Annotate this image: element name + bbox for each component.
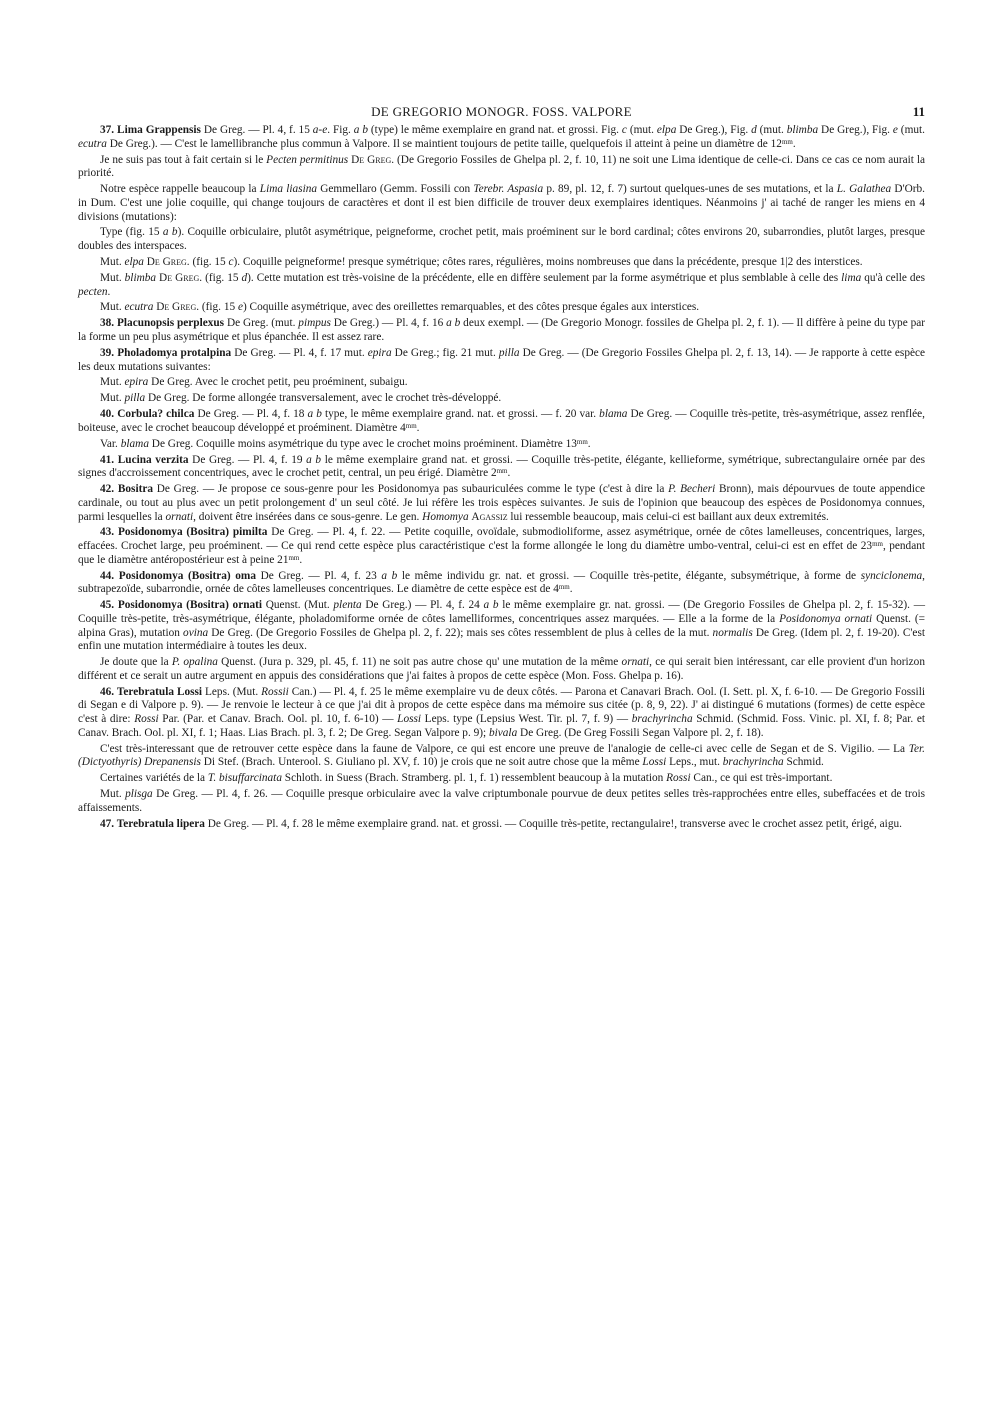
paragraph [78, 183, 925, 224]
italic-text: T. bisuffarcinata [207, 772, 282, 785]
species-heading: Posidonomya (Bositra) oma [118, 569, 256, 582]
text-run: De Greg. — Pl. 4, f. 26. — Coquille presque orbiculaire avec la valve criptumbonale pourvue de deux petites selles très-rapprochées entre elles, subeffacées et de trois affaissements. [78, 788, 925, 814]
species-entry-paragraph [78, 818, 925, 832]
species-heading: 37. [100, 124, 118, 136]
text-run: Type (fig. 15 [100, 226, 163, 239]
text-run: deux exempl. — (De Gregorio Monogr. fossiles de Ghelpa pl. 2, f. 1). — Il diffère à peine du type par la forme un peu plus asymétrique et plus épanchée. Il est assez rare. [78, 317, 925, 343]
italic-text: P. opalina [171, 656, 218, 669]
text-run: Certaines variétés de la [100, 772, 208, 785]
text-run: Par. (Par. et Canav. Brach. Ool. pl. 10, f. 6-10) — [158, 713, 398, 726]
italic-text: c [621, 124, 627, 136]
italic-text: a b [483, 599, 499, 612]
italic-text: ovina [183, 626, 209, 639]
species-heading: 45. [100, 599, 118, 612]
unit-superscript: mm [288, 553, 300, 562]
italic-text: d [751, 124, 757, 136]
italic-text: a b [353, 124, 368, 136]
text-run: , ce qui serait bien intéressant, car elle provient d'un horizon différent et ce serait un autre argument en appuis des considérations que j'ai faites à propos de cette espèce (Mon. Foss. Ghelpa p. 16). [78, 656, 925, 682]
text-run: (De Gregorio Fossiles de Ghelpa pl. 2, f. 10, 11) ne soit une Lima identique de celle-ci. Dans ce cas ce nom aurait la priorité. [78, 153, 926, 180]
text-run: (mut. [756, 124, 787, 136]
species-heading: Posidonomya (Bositra) pimilta [117, 526, 268, 539]
text-run: De Greg.), Fig. [818, 124, 893, 136]
text-run: le même exemplaire gr. nat. grossi. — (De Gregorio Fossiles de Ghelpa pl. 2, f. 15-32). — Coquille très-petite, très-asymétrique, élégante, pholadomiforme ornée de côtes lamelliformes, concentriques assez marquées. — Elle a la forme de la [78, 599, 925, 625]
italic-text: pimpus [298, 317, 331, 330]
italic-text: pecten [78, 285, 108, 298]
italic-text: epira [124, 376, 149, 389]
species-entry-paragraph [78, 686, 925, 741]
text-run: . [587, 437, 591, 450]
species-entry-paragraph [78, 599, 925, 654]
text-run: ). Coquille orbiculaire, plutôt asymétrique, peigneforme, crochet petit, mais proéminent sur le bord cardinal; côtes environs 20, subarrondies, plutôt larges, presque doubles des interspaces. [78, 226, 926, 253]
italic-text: Rossi [134, 713, 159, 726]
species-heading: Terebratula lipera [116, 817, 205, 830]
text-run: qu'à celle des [861, 271, 925, 284]
text-run: . [107, 285, 111, 298]
unit-superscript: mm [576, 437, 588, 446]
italic-text: a b [306, 453, 322, 466]
text-run: ). Cette mutation est très-voisine de la précédente, elle en diffère seulement par la forme asymétrique et plus semblable à celle des [247, 271, 842, 284]
unit-superscript: mm [405, 421, 417, 430]
text-run: De Greg. — Pl. 4, f. 23 [255, 569, 382, 582]
text-run: Can.) — Pl. 4, f. 25 le même exemplaire vu de deux côtés. — Parona et Canavari Brach. Ool. (I. Sett. pl. X, f. 6-10. — De Gregorio Fossili di Segan e di Valpore p. 9). — Je renvoie le lecteur à ce que j'ai dit à propos de cette espèce dans ma mémoire sus citée (p. 8, 9, 22). J' ai distingué 6 mutations (formes) de cette espèce c'est à dire: [78, 685, 925, 726]
italic-text: normalis [712, 626, 753, 639]
text-run: De Greg. (De Greg Fossili Segan Valpore pl. 2, f. 18). [517, 726, 764, 739]
italic-text: pilla [124, 392, 146, 405]
species-heading: 39. [100, 346, 118, 359]
italic-text: epira [367, 346, 392, 359]
text-run: . [792, 137, 796, 150]
text-run: De Greg. — Coquille très-petite, très-asymétrique, assez renflée, boiteuse, avec le crochet beaucoup développé et proéminent. Diamètre 4 [78, 408, 925, 434]
page-header [78, 104, 925, 122]
text-run: . [507, 467, 511, 480]
italic-text: P. Becheri [668, 483, 716, 496]
text-run: D'Orb. in Dum. C'est une jolie coquille, qui change toujours de caractères et dont il est bien difficile de trouver deux exemplaires identiques. Néanmoins j' ai taché de ranger les miens en 4 divisions (mutations): [78, 183, 926, 223]
text-run: De Greg. [156, 301, 200, 314]
italic-text: synciclonema [860, 569, 923, 582]
text-run: Leps. (Mut. [202, 685, 262, 698]
italic-text: Rossi [666, 772, 691, 785]
species-heading: Placunopsis perplexus [117, 317, 225, 330]
text-run: De Greg. — Je propose ce sous-genre pour les Posidonomya pas subauriculées comme le type (c'est à dire la [153, 483, 669, 496]
paragraph [78, 656, 925, 683]
italic-text: c [228, 255, 234, 268]
unit-superscript: mm [872, 540, 883, 549]
italic-text: ecutra [124, 301, 154, 314]
text-run: De Greg. Avec le crochet petit, peu proéminent, subaigu. [148, 376, 408, 389]
italic-text: L. Galathea [836, 183, 892, 196]
text-run: De Greg.) — Pl. 4, f. 24 [361, 599, 484, 612]
unit-superscript: mm [781, 137, 793, 146]
body-text [78, 124, 925, 834]
species-entry-paragraph [78, 454, 925, 481]
text-run: De Greg. (De Gregorio Fossiles de Ghelpa pl. 2, f. 22); mais ses côtes ressemblent de plus à celles de la mut. [208, 626, 713, 639]
text-run: Schmid. (Schmid. Foss. Vinic. pl. XI, f. 8; Par. et Canav. Brach. Ool. pl. XI, f. 1; Haas. Lias Brach. pl. 3, f. 2; De Greg. Segan Valpore p. 9); [78, 713, 925, 739]
text-run: , doivent être insérées dans ce sous-genre. Le gen. [193, 510, 423, 523]
text-run: (fig. 15 [199, 301, 238, 314]
text-run: De Greg.). — C'est le lamellibranche plus commun à Valpore. Il se maintient toujours de petite taille, quelquefois il atteint à peine un diamètre de 12 [106, 137, 782, 150]
italic-text: blama [120, 437, 149, 450]
species-entry-paragraph [78, 526, 925, 567]
text-run: . [299, 553, 303, 566]
text-run: De Greg. [351, 153, 395, 166]
text-run: Mut. [100, 301, 125, 314]
species-heading: 40. [100, 408, 118, 421]
italic-text: blimba [124, 271, 157, 284]
species-entry-paragraph [78, 347, 925, 374]
italic-text: a b [307, 408, 322, 421]
unit-superscript: mm [496, 467, 508, 476]
italic-text: a-e [312, 124, 328, 136]
text-run: (type) le même exemplaire en grand nat. et grossi. Fig. [368, 124, 622, 136]
paragraph [78, 256, 925, 270]
text-run: . Fig. [327, 124, 354, 136]
paragraph [78, 788, 925, 815]
italic-text: lima [841, 271, 862, 284]
text-run: Je doute que la [100, 656, 172, 669]
text-run: Mut. [100, 376, 125, 389]
species-heading: 43. [100, 526, 118, 539]
italic-text: Homomya [422, 510, 469, 523]
text-run: Var. [100, 437, 121, 450]
text-run: Quenst. (Jura p. 329, pl. 45, f. 11) ne soit pas autre chose qu' une mutation de la même [217, 656, 622, 669]
text-run: le même exemplaire grand nat. et grossi. — Coquille très-petite, élégante, kellieforme, symétrique, subrectangulaire ornée par des signes d'accroissement concentriques, avec le crochet petit, central, un peu érigé. Diamètre 2 [78, 453, 925, 480]
italic-text: ecutra [78, 137, 107, 150]
italic-text: a b [381, 569, 398, 582]
text-run: De Greg.) — Pl. 4, f. 16 [330, 317, 447, 330]
italic-text: elpa [124, 255, 144, 268]
paragraph [78, 226, 925, 253]
text-run: , subtrapezoïde, subarrondie, ornée de côtes lamelleuses concentriques. Le diamètre de cette espèce est de 4 [78, 569, 925, 596]
text-run: , pendant que le diamètre antéropostérieur est à peine 21 [78, 540, 925, 566]
text-run: (fig. 15 [202, 271, 242, 284]
species-entry-paragraph [78, 124, 925, 151]
text-run: De Greg. (mut. [224, 317, 299, 330]
text-run: Can., ce qui est très-important. [690, 772, 833, 785]
text-run: Leps., mut. [666, 756, 723, 769]
species-heading: 41. [100, 453, 118, 466]
page-number: 11 [912, 104, 925, 119]
text-run: De Greg. — Pl. 4, f. 15 [200, 124, 313, 136]
text-run: Quenst. (= alpina Gras), mutation [78, 612, 925, 639]
species-heading: Pholadomya protalpina [117, 346, 232, 359]
text-run: De Greg. — Pl. 4, f. 28 le même exemplaire grand. nat. et grossi. — Coquille très-petite, rectangulaire!, transverse avec le crochet assez petit, érigé, aigu. [204, 817, 902, 830]
species-heading: 44. [100, 569, 119, 582]
text-run: Mut. [100, 788, 126, 801]
text-run: le même individu gr. nat. et grossi. — Coquille très-petite, élégante, subsymétrique, à forme de [397, 569, 861, 582]
italic-text: Rossii [261, 685, 289, 698]
italic-text: e [237, 301, 243, 314]
text-run: Mut. [100, 392, 125, 405]
italic-text: Pecten permitinus [266, 153, 349, 166]
text-run: p. 89, pl. 12, f. 7) surtout quelques-unes de ses mutations, et la [543, 183, 837, 196]
species-heading: Bositra [117, 483, 154, 496]
text-run: De Greg. (Idem pl. 2, f. 19-20). C'est enfin une mutation intermédiaire à toutes les deux. [78, 626, 925, 653]
italic-text: ornati [621, 656, 650, 669]
italic-text: Ter. (Dictyothyris) Drepanensis [78, 742, 925, 769]
text-run: type, le même exemplaire grand. nat. et grossi. — f. 20 var. [321, 408, 600, 421]
text-run: De Greg. [159, 271, 203, 284]
paragraph [78, 376, 925, 390]
paragraph [78, 272, 925, 299]
italic-text: a b [446, 317, 461, 330]
text-run: De Greg. De forme allongée transversalement, avec le crochet très-développé. [145, 392, 502, 405]
italic-text: plisga [125, 788, 153, 801]
text-run: (mut. [626, 124, 657, 136]
text-run: Mut. [100, 271, 125, 284]
species-heading: Terebratula Lossi [116, 685, 203, 698]
species-heading: Corbula? chilca [117, 408, 195, 421]
paragraph [78, 154, 925, 181]
species-entry-paragraph [78, 483, 925, 524]
species-heading: Lucina verzita [117, 453, 189, 466]
text-run: (mut. [897, 124, 925, 136]
text-run: lui ressemble beaucoup, mais celui-ci est baillant aux deux extremités. [507, 510, 829, 523]
italic-text: brachyrincha [722, 756, 784, 769]
text-run: Je ne suis pas tout à fait certain si le [100, 153, 267, 166]
italic-text: Lima liasina [259, 183, 318, 196]
species-heading: Lima Grappensis [117, 124, 201, 136]
text-run: De Greg.), Fig. [676, 124, 752, 136]
text-run: De Greg. [146, 255, 190, 268]
italic-text: d [241, 271, 248, 284]
species-heading: 46. [100, 685, 117, 698]
italic-text: Posidonomya ornati [779, 612, 873, 625]
text-run: (fig. 15 [189, 255, 229, 268]
paragraph [78, 438, 925, 452]
paragraph [78, 743, 925, 770]
text-run: Notre espèce rappelle beaucoup la [100, 183, 260, 196]
text-run: Bronn), mais dépourvues de toute appendice cardinale, ou tout au plus avec un petit prolongement d' un seul côté. Je lui réfère les trois espèces suivantes. Je suis de l'opinion que beaucoup des espèces de Posidonomya connues, parmi lesquelles la [78, 483, 925, 523]
text-run: . [416, 421, 420, 434]
text-run: Schloth. in Suess (Brach. Stramberg. pl. 1, f. 1) ressemblent beaucoup à la mutation [281, 772, 667, 785]
species-entry-paragraph [78, 408, 925, 435]
italic-text: Terebr. Aspasia [473, 183, 544, 196]
italic-text: bivala [488, 726, 518, 739]
species-heading: 47. [100, 817, 117, 830]
text-run: C'est très-interessant que de retrouver cette espèce dans la faune de Valpore, ce qui est encore une preuve de l'analogie de celle-ci avec celle de Segan et de S. Vigilio. — La [100, 742, 909, 755]
text-run: Gemmellaro (Gemm. Fossili con [317, 183, 474, 196]
text-run: ) Coquille asymétrique, avec des oreillettes remarquables, et des côtes presque égales aux interstices. [242, 301, 700, 314]
text-run: De Greg. Coquille moins asymétrique du type avec le crochet moins proéminent. Diamètre 13 [148, 437, 577, 450]
text-run: . [569, 583, 573, 596]
text-run: ). Coquille peigneforme! presque symétrique; côtes rares, régulières, moins nombreuses que dans la précédente, presque 1|2 des interstices. [233, 255, 863, 268]
species-entry-paragraph [78, 570, 925, 597]
italic-text: elpa [656, 124, 677, 136]
text-run: Mut. [100, 255, 125, 268]
text-run: De Greg. — Pl. 4, f. 18 [194, 408, 308, 421]
text-run: Di Stef. (Brach. Unterool. S. Giuliano pl. XV, f. 10) je crois que ne soit autre chose que la même [200, 756, 643, 769]
italic-text: blama [599, 408, 628, 421]
species-heading: 38. [100, 317, 117, 330]
italic-text: pilla [498, 346, 520, 359]
text-run: De Greg. — Pl. 4, f. 22. — Petite coquille, ovoïdale, submodioliforme, assez asymétrique, ornée de côtes lamelleuses, concentriques, larges, effacées. Crochet large, peu proéminent. — Ce qui rend cette espèce plus caractéristique c'est la forme allongée le long du diamètre umbo-ventral, celui-ci est en effet de 23 [78, 526, 925, 553]
paragraph [78, 301, 925, 315]
paragraph [78, 392, 925, 406]
text-run: De Greg. — Pl. 4, f. 17 mut. [231, 346, 368, 359]
italic-text: brachyrincha [631, 713, 693, 726]
italic-text: plenta [333, 599, 362, 612]
species-heading: Posidonomya (Bositra) ornati [117, 599, 263, 612]
text-run: De Greg. — (De Gregorio Fossiles Ghelpa pl. 2, f. 13, 14). — Je rapporte à cette espèce les deux mutations suivantes: [78, 346, 926, 373]
italic-text: Lossi [397, 713, 422, 726]
italic-text: ornati [165, 510, 194, 523]
unit-superscript: mm [558, 583, 570, 592]
text-run: De Greg.; fig. 21 mut. [391, 346, 499, 359]
species-heading: 42. [100, 483, 118, 496]
text-run: De Greg. — Pl. 4, f. 19 [188, 453, 307, 466]
italic-text: Lossi [642, 756, 667, 769]
running-title: DE GREGORIO MONOGR. FOSS. VALPORE [371, 104, 632, 119]
italic-text: e [892, 124, 898, 136]
italic-text: blimba [786, 124, 819, 136]
text-run: Schmid. [783, 756, 824, 769]
species-entry-paragraph [78, 317, 925, 344]
text-run: Agassiz [471, 510, 508, 523]
text-run: Quenst. (Mut. [262, 599, 334, 612]
paragraph [78, 772, 925, 786]
italic-text: a b [162, 226, 178, 239]
text-run: Leps. type (Lepsius West. Tir. pl. 7, f. 9) — [421, 713, 632, 726]
